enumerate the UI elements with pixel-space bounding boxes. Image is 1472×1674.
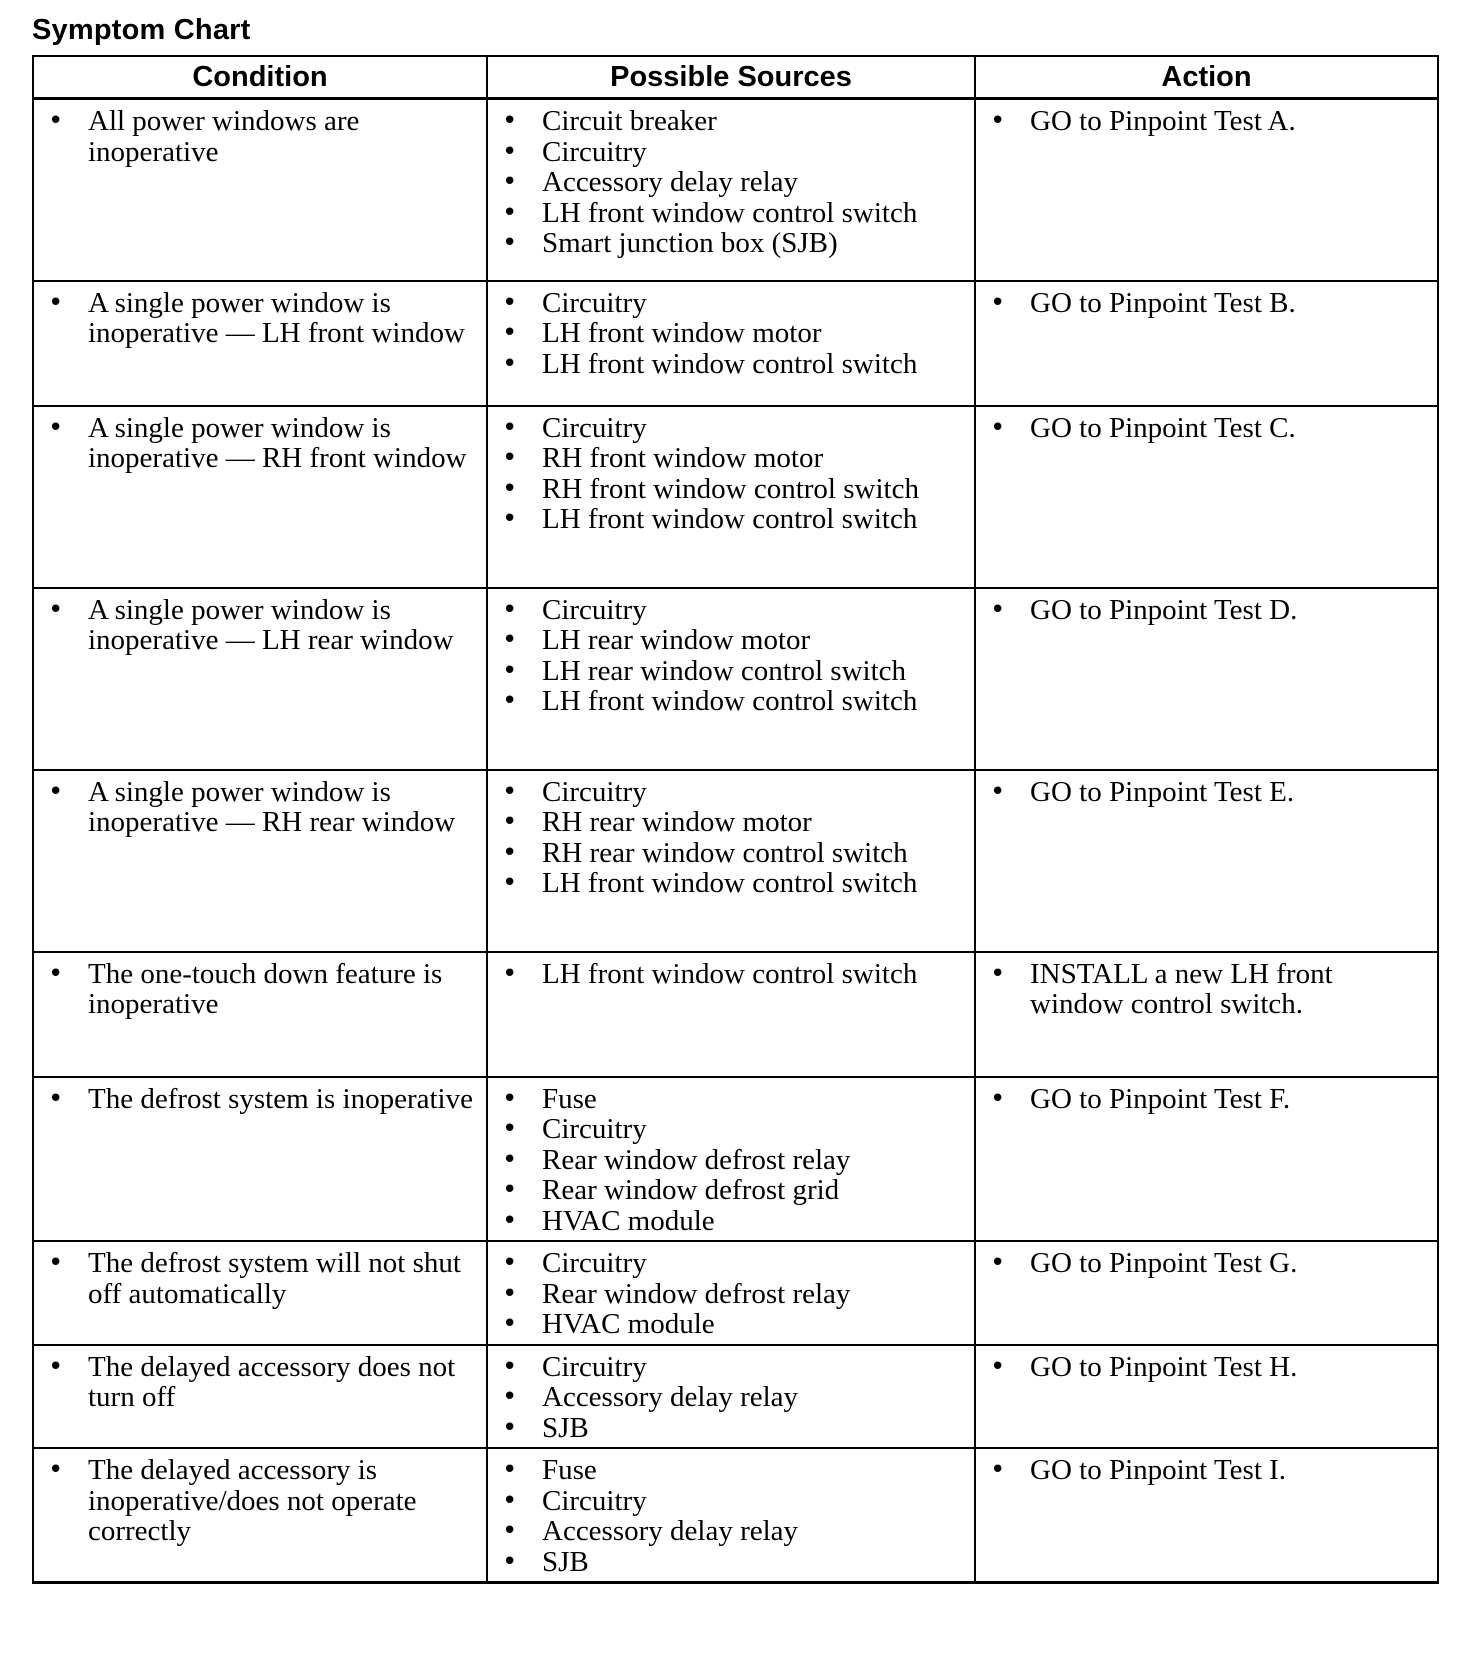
source-item: • LH front window control switch (496, 686, 966, 717)
source-item: • SJB (496, 1547, 966, 1578)
condition-cell (33, 99, 487, 281)
condition-text: • A single power window is inoperative — LH front window (42, 288, 478, 349)
source-item: • HVAC module (496, 1309, 966, 1340)
condition-text: • The delayed accessory is inoperative/does not operate correctly (42, 1455, 478, 1547)
possible-sources-cell (487, 770, 975, 952)
header-condition: Condition (33, 56, 487, 99)
condition-text: • A single power window is inoperative — RH rear window (42, 777, 478, 838)
source-item: • LH front window control switch (496, 504, 966, 535)
condition-text: • The one-touch down feature is inoperative (42, 959, 478, 1020)
action-text: • GO to Pinpoint Test B. (984, 288, 1429, 319)
source-item: • RH front window control switch (496, 474, 966, 505)
source-item: • Circuit breaker (496, 106, 966, 137)
possible-sources-cell (487, 1448, 975, 1583)
header-action: Action (975, 56, 1438, 99)
source-item: • Circuitry (496, 1352, 966, 1383)
source-item: • LH front window control switch (496, 868, 966, 899)
action-text: • GO to Pinpoint Test F. (984, 1084, 1429, 1115)
source-item: • Fuse (496, 1084, 966, 1115)
action-cell (975, 588, 1438, 770)
header-row (33, 56, 1438, 99)
condition-cell (33, 588, 487, 770)
source-item: • Accessory delay relay (496, 1382, 966, 1413)
source-item: • SJB (496, 1413, 966, 1444)
source-item: • Circuitry (496, 1248, 966, 1279)
table-row (33, 281, 1438, 406)
action-text: • GO to Pinpoint Test A. (984, 106, 1429, 137)
table-row (33, 1077, 1438, 1242)
source-item: • Circuitry (496, 1114, 966, 1145)
source-item: • Circuitry (496, 137, 966, 168)
symptom-table (32, 55, 1439, 1584)
source-item: • Accessory delay relay (496, 167, 966, 198)
action-cell (975, 952, 1438, 1077)
source-item: • HVAC module (496, 1206, 966, 1237)
source-item: • Rear window defrost grid (496, 1175, 966, 1206)
action-cell (975, 281, 1438, 406)
source-item: • LH rear window motor (496, 625, 966, 656)
action-cell (975, 1077, 1438, 1242)
source-item: • LH front window control switch (496, 198, 966, 229)
table-row (33, 588, 1438, 770)
table-row (33, 1241, 1438, 1345)
condition-cell (33, 281, 487, 406)
source-item: • Circuitry (496, 1486, 966, 1517)
table-row (33, 99, 1438, 281)
possible-sources-cell (487, 406, 975, 588)
source-item: • RH rear window motor (496, 807, 966, 838)
source-item: • Circuitry (496, 413, 966, 444)
source-item: • RH rear window control switch (496, 838, 966, 869)
table-row (33, 1448, 1438, 1583)
table-row (33, 952, 1438, 1077)
source-item: • Accessory delay relay (496, 1516, 966, 1547)
condition-cell (33, 1077, 487, 1242)
source-item: • Circuitry (496, 595, 966, 626)
source-item: • Rear window defrost relay (496, 1279, 966, 1310)
condition-cell (33, 1345, 487, 1449)
action-cell (975, 1345, 1438, 1449)
possible-sources-cell (487, 281, 975, 406)
condition-cell (33, 1448, 487, 1583)
action-text: • GO to Pinpoint Test E. (984, 777, 1429, 808)
action-cell (975, 1241, 1438, 1345)
action-text: • GO to Pinpoint Test G. (984, 1248, 1429, 1279)
possible-sources-cell (487, 1077, 975, 1242)
source-item: • Circuitry (496, 288, 966, 319)
source-item: • Fuse (496, 1455, 966, 1486)
action-text: • GO to Pinpoint Test C. (984, 413, 1429, 444)
condition-cell (33, 952, 487, 1077)
source-item: • LH front window control switch (496, 349, 966, 380)
page-title: Symptom Chart (32, 14, 251, 46)
action-cell (975, 1448, 1438, 1583)
table-row (33, 1345, 1438, 1449)
table-body (33, 99, 1438, 1583)
source-item: • Circuitry (496, 777, 966, 808)
action-cell (975, 99, 1438, 281)
action-text: • GO to Pinpoint Test H. (984, 1352, 1429, 1383)
condition-text: • A single power window is inoperative — LH rear window (42, 595, 478, 656)
source-item: • Smart junction box (SJB) (496, 228, 966, 259)
source-item: • LH rear window control switch (496, 656, 966, 687)
source-item: • LH front window control switch (496, 959, 966, 990)
table-row (33, 406, 1438, 588)
action-text: • INSTALL a new LH front window control switch. (984, 959, 1429, 1020)
possible-sources-cell (487, 952, 975, 1077)
source-item: • LH front window motor (496, 318, 966, 349)
condition-cell (33, 770, 487, 952)
condition-text: • The delayed accessory does not turn off (42, 1352, 478, 1413)
condition-cell (33, 406, 487, 588)
condition-text: • All power windows are inoperative (42, 106, 478, 167)
possible-sources-cell (487, 1241, 975, 1345)
source-item: • Rear window defrost relay (496, 1145, 966, 1176)
action-text: • GO to Pinpoint Test I. (984, 1455, 1429, 1486)
source-item: • RH front window motor (496, 443, 966, 474)
action-cell (975, 770, 1438, 952)
condition-text: • The defrost system will not shut off automatically (42, 1248, 478, 1309)
condition-cell (33, 1241, 487, 1345)
possible-sources-cell (487, 588, 975, 770)
action-cell (975, 406, 1438, 588)
header-possible-sources: Possible Sources (487, 56, 975, 99)
possible-sources-cell (487, 99, 975, 281)
condition-text: • The defrost system is inoperative (42, 1084, 478, 1115)
possible-sources-cell (487, 1345, 975, 1449)
condition-text: • A single power window is inoperative — RH front window (42, 413, 478, 474)
action-text: • GO to Pinpoint Test D. (984, 595, 1429, 626)
table-row (33, 770, 1438, 952)
